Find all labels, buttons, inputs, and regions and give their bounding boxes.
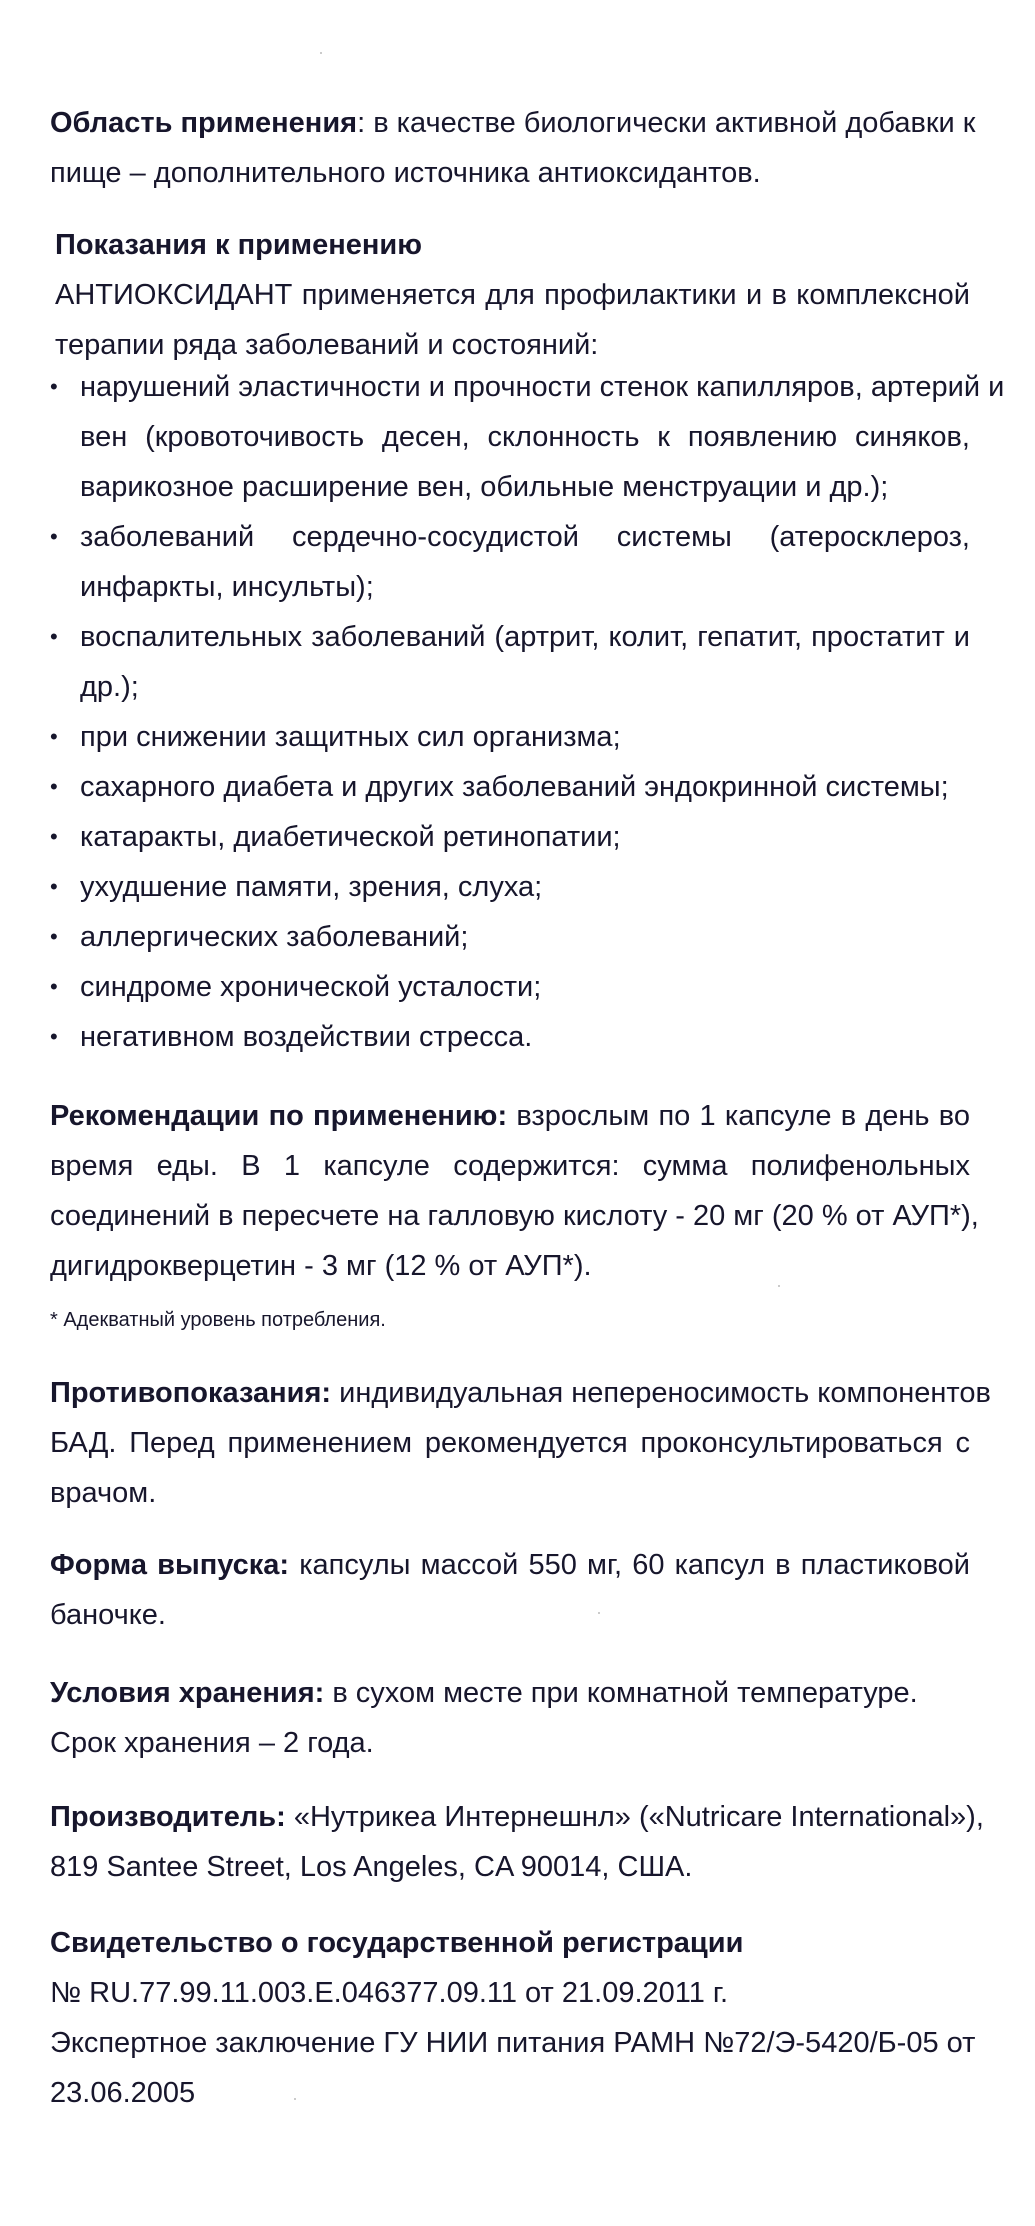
indication-item bbox=[50, 912, 970, 962]
indication-item bbox=[50, 962, 970, 1012]
bullet-dot: • bbox=[50, 774, 58, 799]
pokazaniya-line-1: АНТИОКСИДАНТ применяется для профилактики и в комплексной bbox=[55, 279, 970, 311]
bullet-dot: • bbox=[50, 524, 58, 549]
section-oblast bbox=[50, 98, 976, 198]
bullet-dot: • bbox=[50, 374, 58, 399]
oblast-label: Область применения bbox=[50, 107, 358, 139]
indication-line: негативном воздействии стресса. bbox=[80, 1021, 533, 1053]
pokazaniya-heading: Показания к применению bbox=[55, 229, 423, 261]
section-proizvoditel bbox=[50, 1792, 984, 1892]
scan-speck bbox=[294, 2098, 296, 2100]
indication-item bbox=[50, 362, 1005, 512]
registraciya-line-2: Экспертное заключение ГУ НИИ питания РАМН №72/Э-5420/Б-05 от bbox=[50, 2027, 976, 2059]
indication-line: катаракты, диабетической ретинопатии; bbox=[80, 821, 621, 853]
section-registraciya bbox=[50, 1918, 976, 2118]
bullet-dot: • bbox=[50, 1024, 58, 1049]
indication-line: сахарного диабета и других заболеваний эндокринной системы; bbox=[80, 771, 949, 803]
indication-line: варикозное расширение вен, обильные менструации и др.); bbox=[80, 471, 889, 503]
forma-line-2: баночке. bbox=[50, 1599, 166, 1631]
indication-line: заболеваний сердечно-сосудистой системы (атеросклероз, bbox=[80, 521, 970, 553]
indication-item bbox=[50, 762, 970, 812]
protivopokazaniya-label: Противопоказания: bbox=[50, 1377, 332, 1409]
proizvoditel-line-2: 819 Santee Street, Los Angeles, CA 90014, США. bbox=[50, 1851, 693, 1883]
rekomendacii-line-1: Рекомендации по применению: взрослым по 1 капсуле в день во bbox=[50, 1100, 970, 1132]
indication-line: воспалительных заболеваний (артрит, колит, гепатит, простатит и bbox=[80, 621, 970, 653]
section-rekomendacii bbox=[50, 1091, 979, 1291]
indication-line: нарушений эластичности и прочности стенок капилляров, артерий и bbox=[80, 371, 1005, 403]
registraciya-line-1: № RU.77.99.11.003.Е.046377.09.11 от 21.09.2011 г. bbox=[50, 1977, 729, 2009]
rekomendacii-line-4: дигидрокверцетин - 3 мг (12 % от АУП*). bbox=[50, 1250, 592, 1282]
bullet-dot: • bbox=[50, 924, 58, 949]
forma-line-1: Форма выпуска: капсулы массой 550 мг, 60 капсул в пластиковой bbox=[50, 1549, 970, 1581]
rekomendacii-label: Рекомендации по применению: bbox=[50, 1100, 508, 1132]
bullet-dot: • bbox=[50, 724, 58, 749]
indication-line: вен (кровоточивость десен, склонность к появлению синяков, bbox=[80, 421, 970, 453]
bullet-dot: • bbox=[50, 974, 58, 999]
usloviya-line-2: Срок хранения – 2 года. bbox=[50, 1727, 374, 1759]
protivopokazaniya-line-1: Противопоказания: индивидуальная непереносимость компонентов bbox=[50, 1377, 991, 1409]
scan-speck bbox=[778, 1285, 780, 1287]
scan-speck bbox=[598, 1612, 600, 1614]
indications-list bbox=[50, 362, 1005, 1062]
indication-item bbox=[50, 512, 970, 612]
indication-line: при снижении защитных сил организма; bbox=[80, 721, 621, 753]
indication-item bbox=[50, 1012, 970, 1062]
protivopokazaniya-line-2: БАД. Перед применением рекомендуется проконсультироваться с bbox=[50, 1427, 970, 1459]
indication-line: ухудшение памяти, зрения, слуха; bbox=[80, 871, 543, 903]
section-usloviya bbox=[50, 1668, 970, 1768]
proizvoditel-label: Производитель: bbox=[50, 1801, 286, 1833]
indication-item bbox=[50, 612, 970, 712]
oblast-line-1: Область применения: в качестве биологически активной добавки к bbox=[50, 107, 976, 139]
rekomendacii-line-3: соединений в пересчете на галловую кислоту - 20 мг (20 % от АУП*), bbox=[50, 1200, 979, 1232]
usloviya-label: Условия хранения: bbox=[50, 1677, 325, 1709]
indication-line: синдроме хронической усталости; bbox=[80, 971, 542, 1003]
rekomendacii-line-2: время еды. В 1 капсуле содержится: сумма полифенольных bbox=[50, 1150, 970, 1182]
bullet-dot: • bbox=[50, 624, 58, 649]
indication-line: др.); bbox=[80, 671, 139, 703]
forma-label: Форма выпуска: bbox=[50, 1549, 290, 1581]
registraciya-heading: Свидетельство о государственной регистрации bbox=[50, 1927, 744, 1959]
bullet-dot: • bbox=[50, 874, 58, 899]
indication-item bbox=[50, 862, 970, 912]
indication-line: аллергических заболеваний; bbox=[80, 921, 469, 953]
footnote: * Адекватный уровень потребления. bbox=[50, 1309, 386, 1331]
registraciya-line-3: 23.06.2005 bbox=[50, 2077, 196, 2109]
bullet-dot: • bbox=[50, 824, 58, 849]
usloviya-line-1: Условия хранения: в сухом месте при комнатной температуре. bbox=[50, 1677, 918, 1709]
proizvoditel-line-1: Производитель: «Нутрикеа Интернешнл» («Nutricare International»), bbox=[50, 1801, 984, 1833]
indication-item bbox=[50, 712, 970, 762]
section-pokazaniya bbox=[55, 220, 970, 370]
pokazaniya-line-2: терапии ряда заболеваний и состояний: bbox=[55, 329, 599, 361]
section-forma bbox=[50, 1540, 970, 1640]
indication-item bbox=[50, 812, 970, 862]
protivopokazaniya-line-3: врачом. bbox=[50, 1477, 157, 1509]
indication-line: инфаркты, инсульты); bbox=[80, 571, 374, 603]
scan-speck bbox=[320, 52, 322, 54]
oblast-line-2: пище – дополнительного источника антиоксидантов. bbox=[50, 157, 761, 189]
section-protivopokazaniya bbox=[50, 1368, 991, 1518]
